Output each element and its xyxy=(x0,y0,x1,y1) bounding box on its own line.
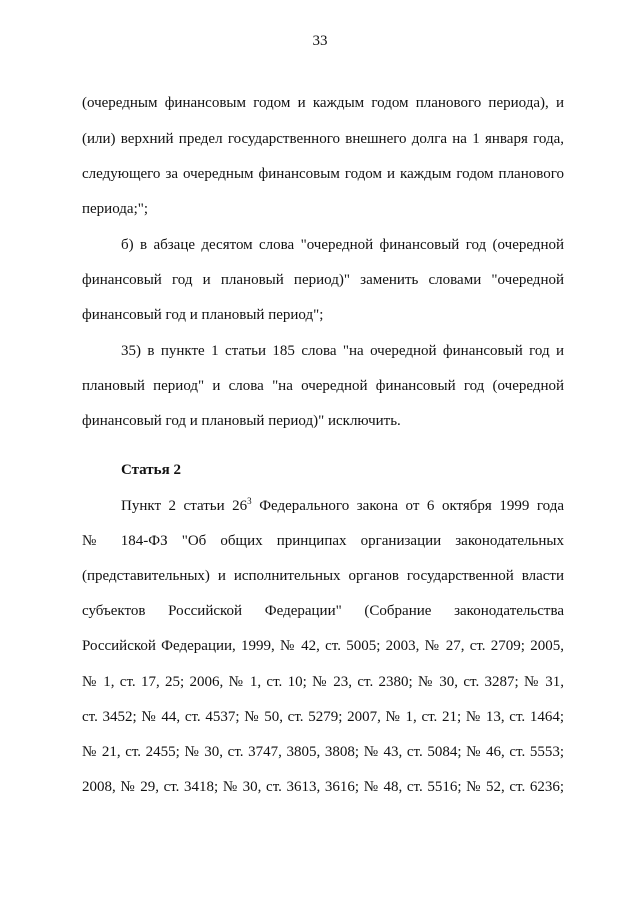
text-line: № 21, ст. 2455; № 30, ст. 3747, 3805, 3808; № 43, ст. 5084; № 46, ст. 5553; xyxy=(82,744,564,760)
text-line: Российской Федерации, 1999, № 42, ст. 5005; 2003, № 27, ст. 2709; 2005, xyxy=(82,638,564,654)
superscript: 3 xyxy=(247,496,252,506)
text-line: ст. 3452; № 44, ст. 4537; № 50, ст. 5279; 2007, № 1, ст. 21; № 13, ст. 1464; xyxy=(82,709,564,725)
text-line: 2008, № 29, ст. 3418; № 30, ст. 3613, 3616; № 48, ст. 5516; № 52, ст. 6236; xyxy=(82,779,564,795)
text-line: плановый период" и слова "на очередной финансовый год (очередной xyxy=(82,378,564,394)
text-line: № 1, ст. 17, 25; 2006, № 1, ст. 10; № 23, ст. 2380; № 30, ст. 3287; № 31, xyxy=(82,674,564,690)
text-line xyxy=(121,497,564,515)
text-line: финансовый год и плановый период)" исключить. xyxy=(82,413,401,429)
text-line: финансовый год и плановый период)" заменить словами "очередной xyxy=(82,272,564,288)
article-heading: Статья 2 xyxy=(121,462,181,478)
text-line: (очередным финансовым годом и каждым годом планового периода), и xyxy=(82,95,564,111)
text-fragment: Федерального закона от 6 октября 1999 года xyxy=(251,498,565,514)
page-number: 33 xyxy=(312,33,328,49)
text-line: финансовый год и плановый период"; xyxy=(82,307,324,323)
text-line: субъектов Российской Федерации" (Собрание законодательства xyxy=(82,603,564,619)
text-fragment: Пункт 2 статьи 26 xyxy=(121,498,248,514)
text-line: следующего за очередным финансовым годом и каждым годом планового xyxy=(82,166,564,182)
text-line: периода;"; xyxy=(82,201,149,217)
text-line: (представительных) и исполнительных органов государственной власти xyxy=(82,568,564,584)
text-line: № 184-ФЗ "Об общих принципах организации законодательных xyxy=(82,533,564,549)
text-line: б) в абзаце десятом слова "очередной финансовый год (очередной xyxy=(121,237,564,253)
text-line: 35) в пункте 1 статьи 185 слова "на очередной финансовый год и xyxy=(121,343,564,359)
text-line: (или) верхний предел государственного внешнего долга на 1 января года, xyxy=(82,131,564,147)
